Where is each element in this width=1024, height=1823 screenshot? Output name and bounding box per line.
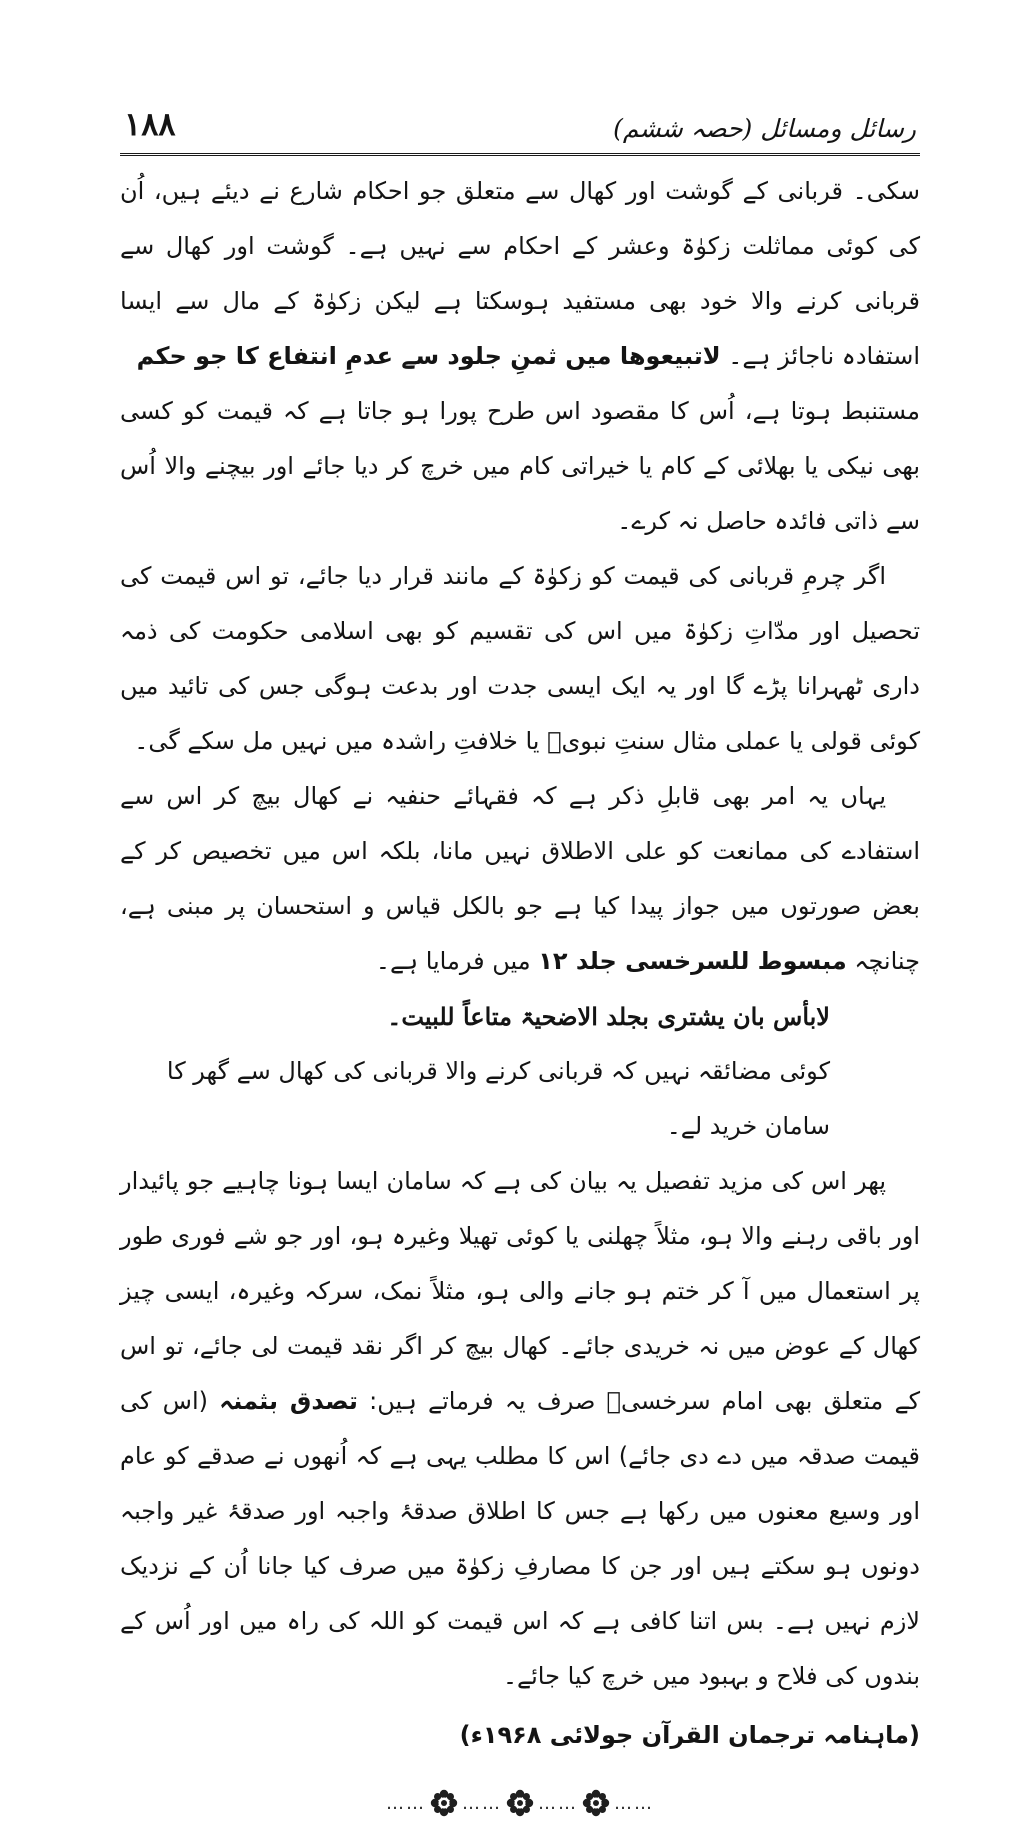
book-title: رسائل ومسائل (حصہ ششم) <box>613 114 916 143</box>
paragraph-4-tail: میں فرمایا ہے۔ <box>375 947 531 975</box>
paragraph-5-text: پھر اس کی مزید تفصیل یہ بیان کی ہے کہ سامان ایسا ہونا چاہیے جو پائیدار اور باقی رہنے والا ہو، مثلاً چھلنی یا کوئی تھیلا وغیرہ ہو، اور جو شے فوری طور پر استعمال میں آ کر ختم ہو جانے والی ہو، مثلاً نمک، سرکہ وغیرہ، ایسی چیز کھال کے عوض میں نہ خریدی جائے۔ کھال بیچ کر اگر نقد قیمت لی جائے، تو اس کے متعلق بھی امام سرخسیؒ صرف یہ فرماتے ہیں: <box>120 1167 920 1415</box>
paragraph-4-text: یہاں یہ امر بھی قابلِ ذکر ہے کہ فقہائے حنفیہ نے کھال بیچ کر اس سے استفادے کی ممانعت کو علی الاطلاق نہیں مانا، بلکہ اس میں تخصیص کر کے بعض صورتوں میں جواز پیدا کیا ہے جو بالکل قیاس و استحسان پر مبنی ہے، چنانچہ <box>120 782 920 975</box>
mabsut-reference: مبسوط للسرخسی جلد ۱۲ <box>538 947 847 975</box>
arabic-quote: لابأس بان یشتری بجلد الاضحیۃ متاعاً للبیت۔ <box>387 1002 830 1031</box>
book-page <box>120 96 920 1823</box>
source-citation: (ماہنامہ ترجمان القرآن جولائی ۱۹۶۸ء) <box>459 1721 920 1749</box>
paragraph-5-tail: (اس کی قیمت صدقہ میں دے دی جائے) اس کا مطلب یہی ہے کہ اُنھوں نے صدقے کو عام اور وسیع معنوں میں رکھا ہے جس کا اطلاق صدقۂ واجبہ اور صدقۂ غیر واجبہ دونوں ہو سکتے ہیں اور جن کا مصارفِ زکوٰۃ میں صرف کیا جانا اُن کے نزدیک لازم نہیں ہے۔ بس اتنا کافی ہے کہ اس قیمت کو اللہ کی راہ میں اور اُس کے بندوں کی فلاح و بہبود میں خرچ کیا جائے۔ <box>120 1387 920 1690</box>
ornament-dots: …… <box>538 1792 578 1814</box>
ornament-dots: …… <box>614 1792 654 1814</box>
flower-icon <box>581 1788 611 1818</box>
paragraph-2-text: مستنبط ہوتا ہے، اُس کا مقصود اس طرح پورا ہو جاتا ہے کہ قیمت کو کسی بھی نیکی یا بھلائی کے کام یا خیراتی کام میں خرچ کر دیا جائے اور بیچنے والا اُس سے ذاتی فائدہ حاصل نہ کرے۔ <box>120 397 920 535</box>
paragraph-2 <box>120 384 920 549</box>
flower-icon <box>505 1788 535 1818</box>
paragraph-1-text: سکی۔ قربانی کے گوشت اور کھال سے متعلق جو احکام شارع نے دیئے ہیں، اُن کی کوئی مماثلت زکوٰۃ وعشر کے احکام سے نہیں ہے۔ گوشت اور کھال سے قربانی کرنے والا خود بھی مستفید ہوسکتا ہے لیکن زکوٰۃ کے مال سے ایسا استفادہ ناجائز ہے۔ <box>120 177 920 370</box>
ornament-dots: …… <box>462 1792 502 1814</box>
section-ornament <box>120 1783 920 1823</box>
running-head <box>120 96 920 156</box>
paragraph-4 <box>120 769 920 989</box>
quoted-hadith-phrase: لاتبیعوھا میں ثمنِ جلود سے عدمِ انتفاع کا جو حکم <box>136 342 721 370</box>
paragraph-3 <box>120 549 920 769</box>
paragraph-1 <box>120 164 920 384</box>
page-number: ۱۸۸ <box>124 105 176 143</box>
body-text <box>120 164 920 1763</box>
ornament-dots: …… <box>386 1792 426 1814</box>
flower-icon <box>429 1788 459 1818</box>
tasaddaq-phrase: تصدق بثمنہ <box>219 1387 358 1415</box>
paragraph-3-text: اگر چرمِ قربانی کی قیمت کو زکوٰۃ کے مانند قرار دیا جائے، تو اس قیمت کی تحصیل اور مدّاتِ زکوٰۃ میں اس کی تقسیم کو بھی اسلامی حکومت کی ذمہ داری ٹھہرانا پڑے گا اور یہ ایک ایسی جدت اور بدعت ہوگی جس کی تائید میں کوئی قولی یا عملی مثال سنتِ نبویؐ یا خلافتِ راشدہ میں نہیں مل سکے گی۔ <box>120 562 920 755</box>
paragraph-5 <box>120 1154 920 1704</box>
quote-translation: کوئی مضائقہ نہیں کہ قربانی کرنے والا قربانی کی کھال سے گھر کا سامان خرید لے۔ <box>166 1057 830 1140</box>
